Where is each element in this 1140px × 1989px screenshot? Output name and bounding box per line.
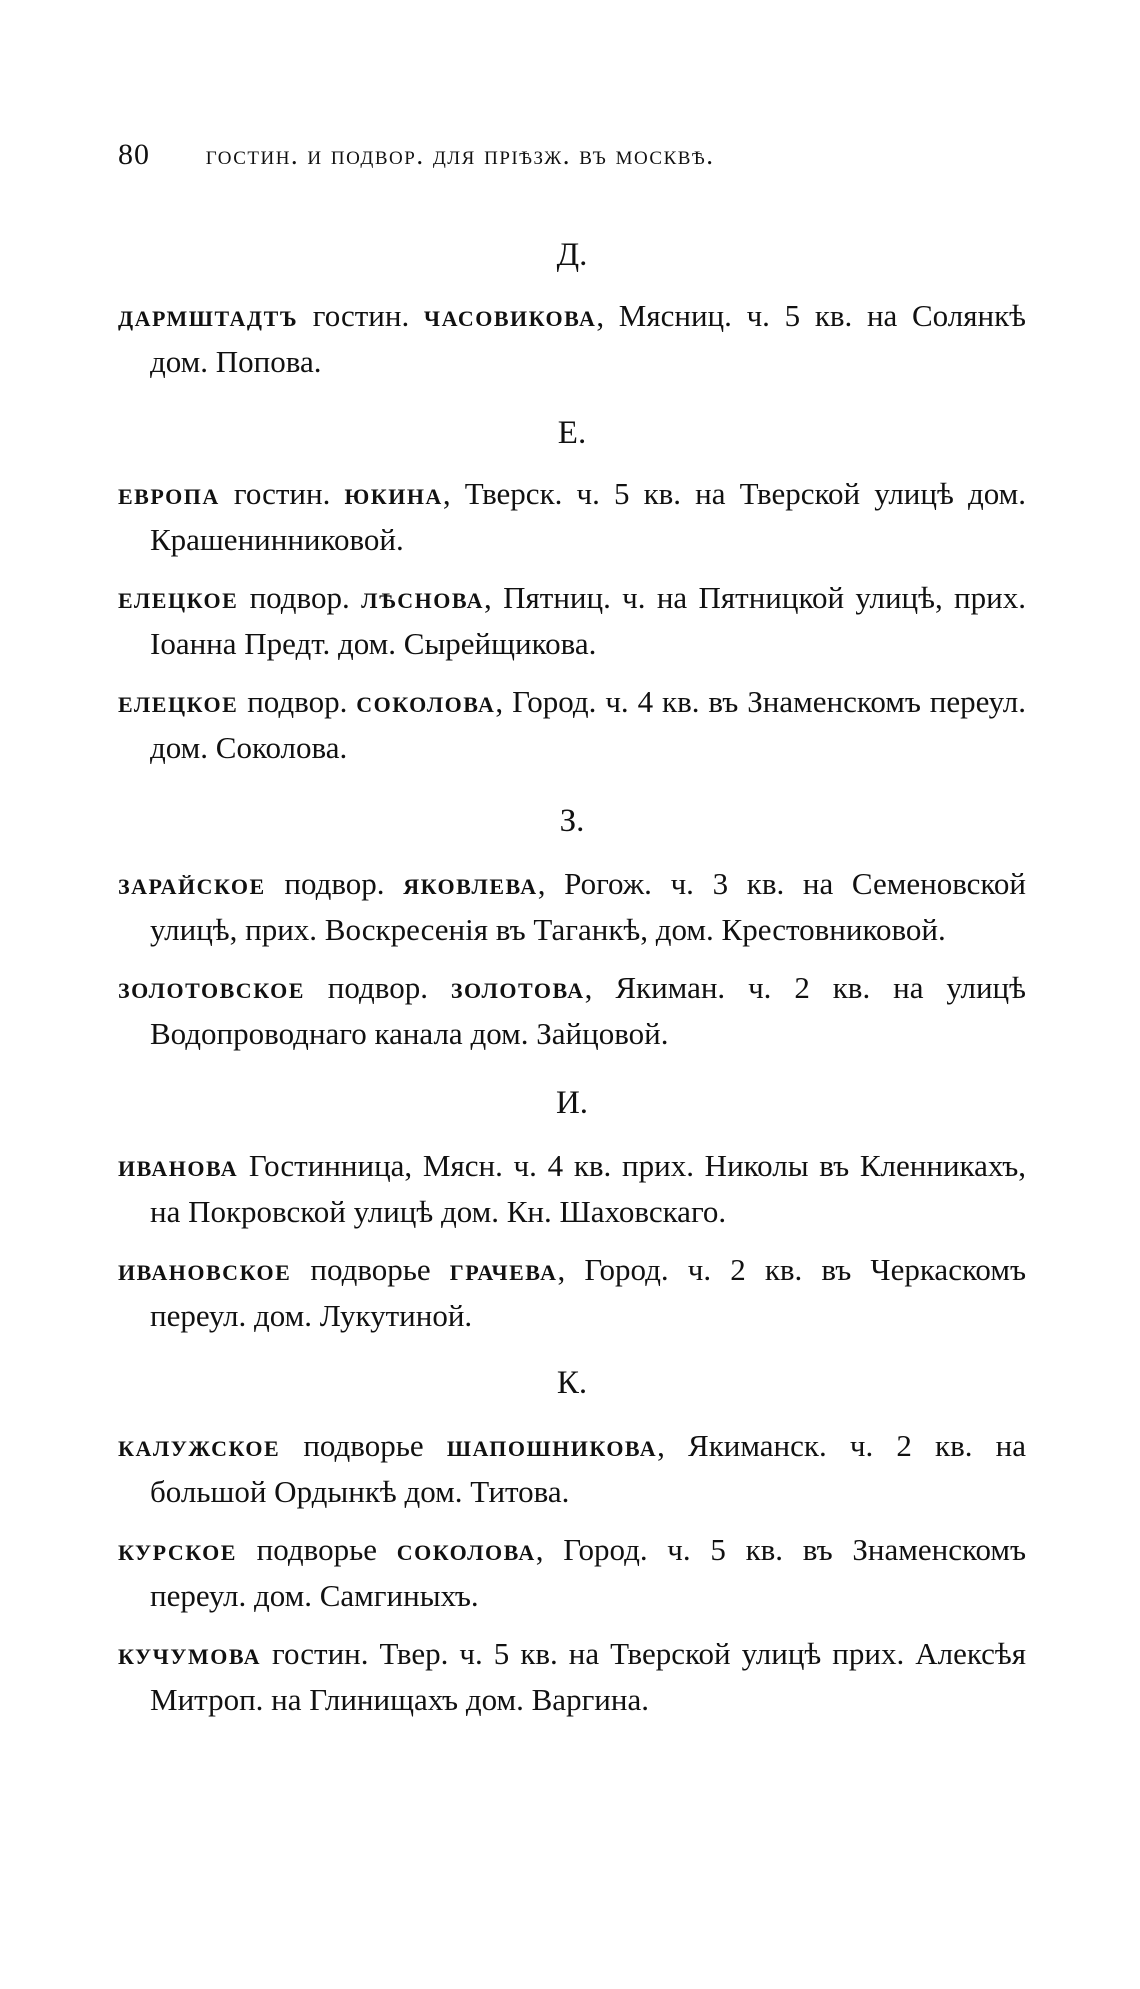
entry-owner: соколова (356, 684, 496, 719)
entry-type: подвор. (238, 684, 357, 719)
entry-name: золотовское (118, 970, 305, 1005)
entry-address: , Мясниц. ч. 5 кв. на Солянкѣ дом. Попова. (150, 298, 1026, 379)
entry-owner: лѣснова (361, 580, 485, 615)
entry (118, 861, 1026, 953)
section-letter-d: Д. (556, 237, 588, 273)
entry-name: елецкое (118, 580, 239, 615)
entry-address: Твер. ч. 5 кв. на Тверской улицѣ прих. Алексѣя Митроп. на Глинищахъ дом. Варгина. (150, 1636, 1026, 1717)
entry-type: подворье (280, 1428, 447, 1463)
section-letter-e: Е. (557, 415, 587, 451)
entry (118, 1423, 1026, 1515)
page-number: 80 (118, 138, 150, 171)
entry-name: елецкое (118, 684, 239, 719)
entry-owner: золотова (450, 970, 585, 1005)
entry (118, 293, 1026, 385)
entry-owner: шапошникова (446, 1428, 658, 1463)
entry-name: зарайское (118, 866, 266, 901)
directory-content (118, 225, 1026, 1723)
entry-address: , Якиман. ч. 2 кв. на улицѣ Водопроводнаго канала дом. Зайцовой. (150, 970, 1026, 1051)
entry-name: иванова (118, 1148, 239, 1183)
entry (118, 471, 1026, 563)
entry-type: подвор. (265, 866, 404, 901)
entry-address: , Рогож. ч. 3 кв. на Семеновской улицѣ, прих. Воскресенiя въ Таганкѣ, дом. Крестовниковой. (150, 866, 1026, 947)
entry-name: европа (118, 476, 220, 511)
entry-name: калужское (118, 1428, 281, 1463)
entry (118, 679, 1026, 771)
entry-name: ивановское (118, 1252, 292, 1287)
section-letter-i: И. (555, 1085, 589, 1121)
entry-type: Гостинница (238, 1148, 405, 1183)
entry-address: , Пятниц. ч. на Пятницкой улицѣ, прих. Iоанна Предт. дом. Сырейщикова. (150, 580, 1026, 661)
entry-type: подвор. (304, 970, 451, 1005)
entry-type: гостин. (298, 298, 424, 333)
section-letter-k: К. (556, 1365, 588, 1401)
running-head (118, 138, 1038, 172)
entry-owner: грачева (449, 1252, 558, 1287)
entry-address: , Город. ч. 4 кв. въ Знаменскомъ переул. дом. Соколова. (150, 684, 1026, 765)
entry (118, 965, 1026, 1057)
entry (118, 1247, 1026, 1339)
entry-type: подворье (291, 1252, 450, 1287)
entry-address: , Тверск. ч. 5 кв. на Тверской улицѣ дом. Крашенинниковой. (150, 476, 1026, 557)
entry-address: , Город. ч. 5 кв. въ Знаменскомъ переул. дом. Самгиныхъ. (150, 1532, 1026, 1613)
entry-type: гостин. (219, 476, 345, 511)
entry (118, 1143, 1026, 1235)
entry-owner: юкина (344, 476, 443, 511)
entry-type: гостин. (261, 1636, 380, 1671)
entry (118, 1631, 1026, 1723)
entry-name: курское (118, 1532, 237, 1567)
entry (118, 575, 1026, 667)
entry-name: дармштадтъ (118, 298, 299, 333)
entry-owner: яковлева (403, 866, 538, 901)
section-letter-z: З. (559, 803, 585, 839)
entry-address: , Якиманск. ч. 2 кв. на большой Ордынкѣ дом. Титова. (150, 1428, 1027, 1509)
entry-type: подвор. (238, 580, 362, 615)
running-title: гостин. и подвор. для прiѣзж. въ москвѣ. (205, 140, 715, 170)
entry (118, 1527, 1026, 1619)
entry-address: , Мясн. ч. 4 кв. прих. Николы въ Кленникахъ, на Покровской улицѣ дом. Кн. Шаховскаго. (150, 1148, 1027, 1229)
entry-address: , Город. ч. 2 кв. въ Черкаскомъ переул. дом. Лукутиной. (150, 1252, 1026, 1333)
entry-name: кучумова (118, 1636, 262, 1671)
entry-type: подворье (236, 1532, 397, 1567)
entry-owner: соколова (396, 1532, 536, 1567)
entry-owner: часовикова (423, 298, 597, 333)
